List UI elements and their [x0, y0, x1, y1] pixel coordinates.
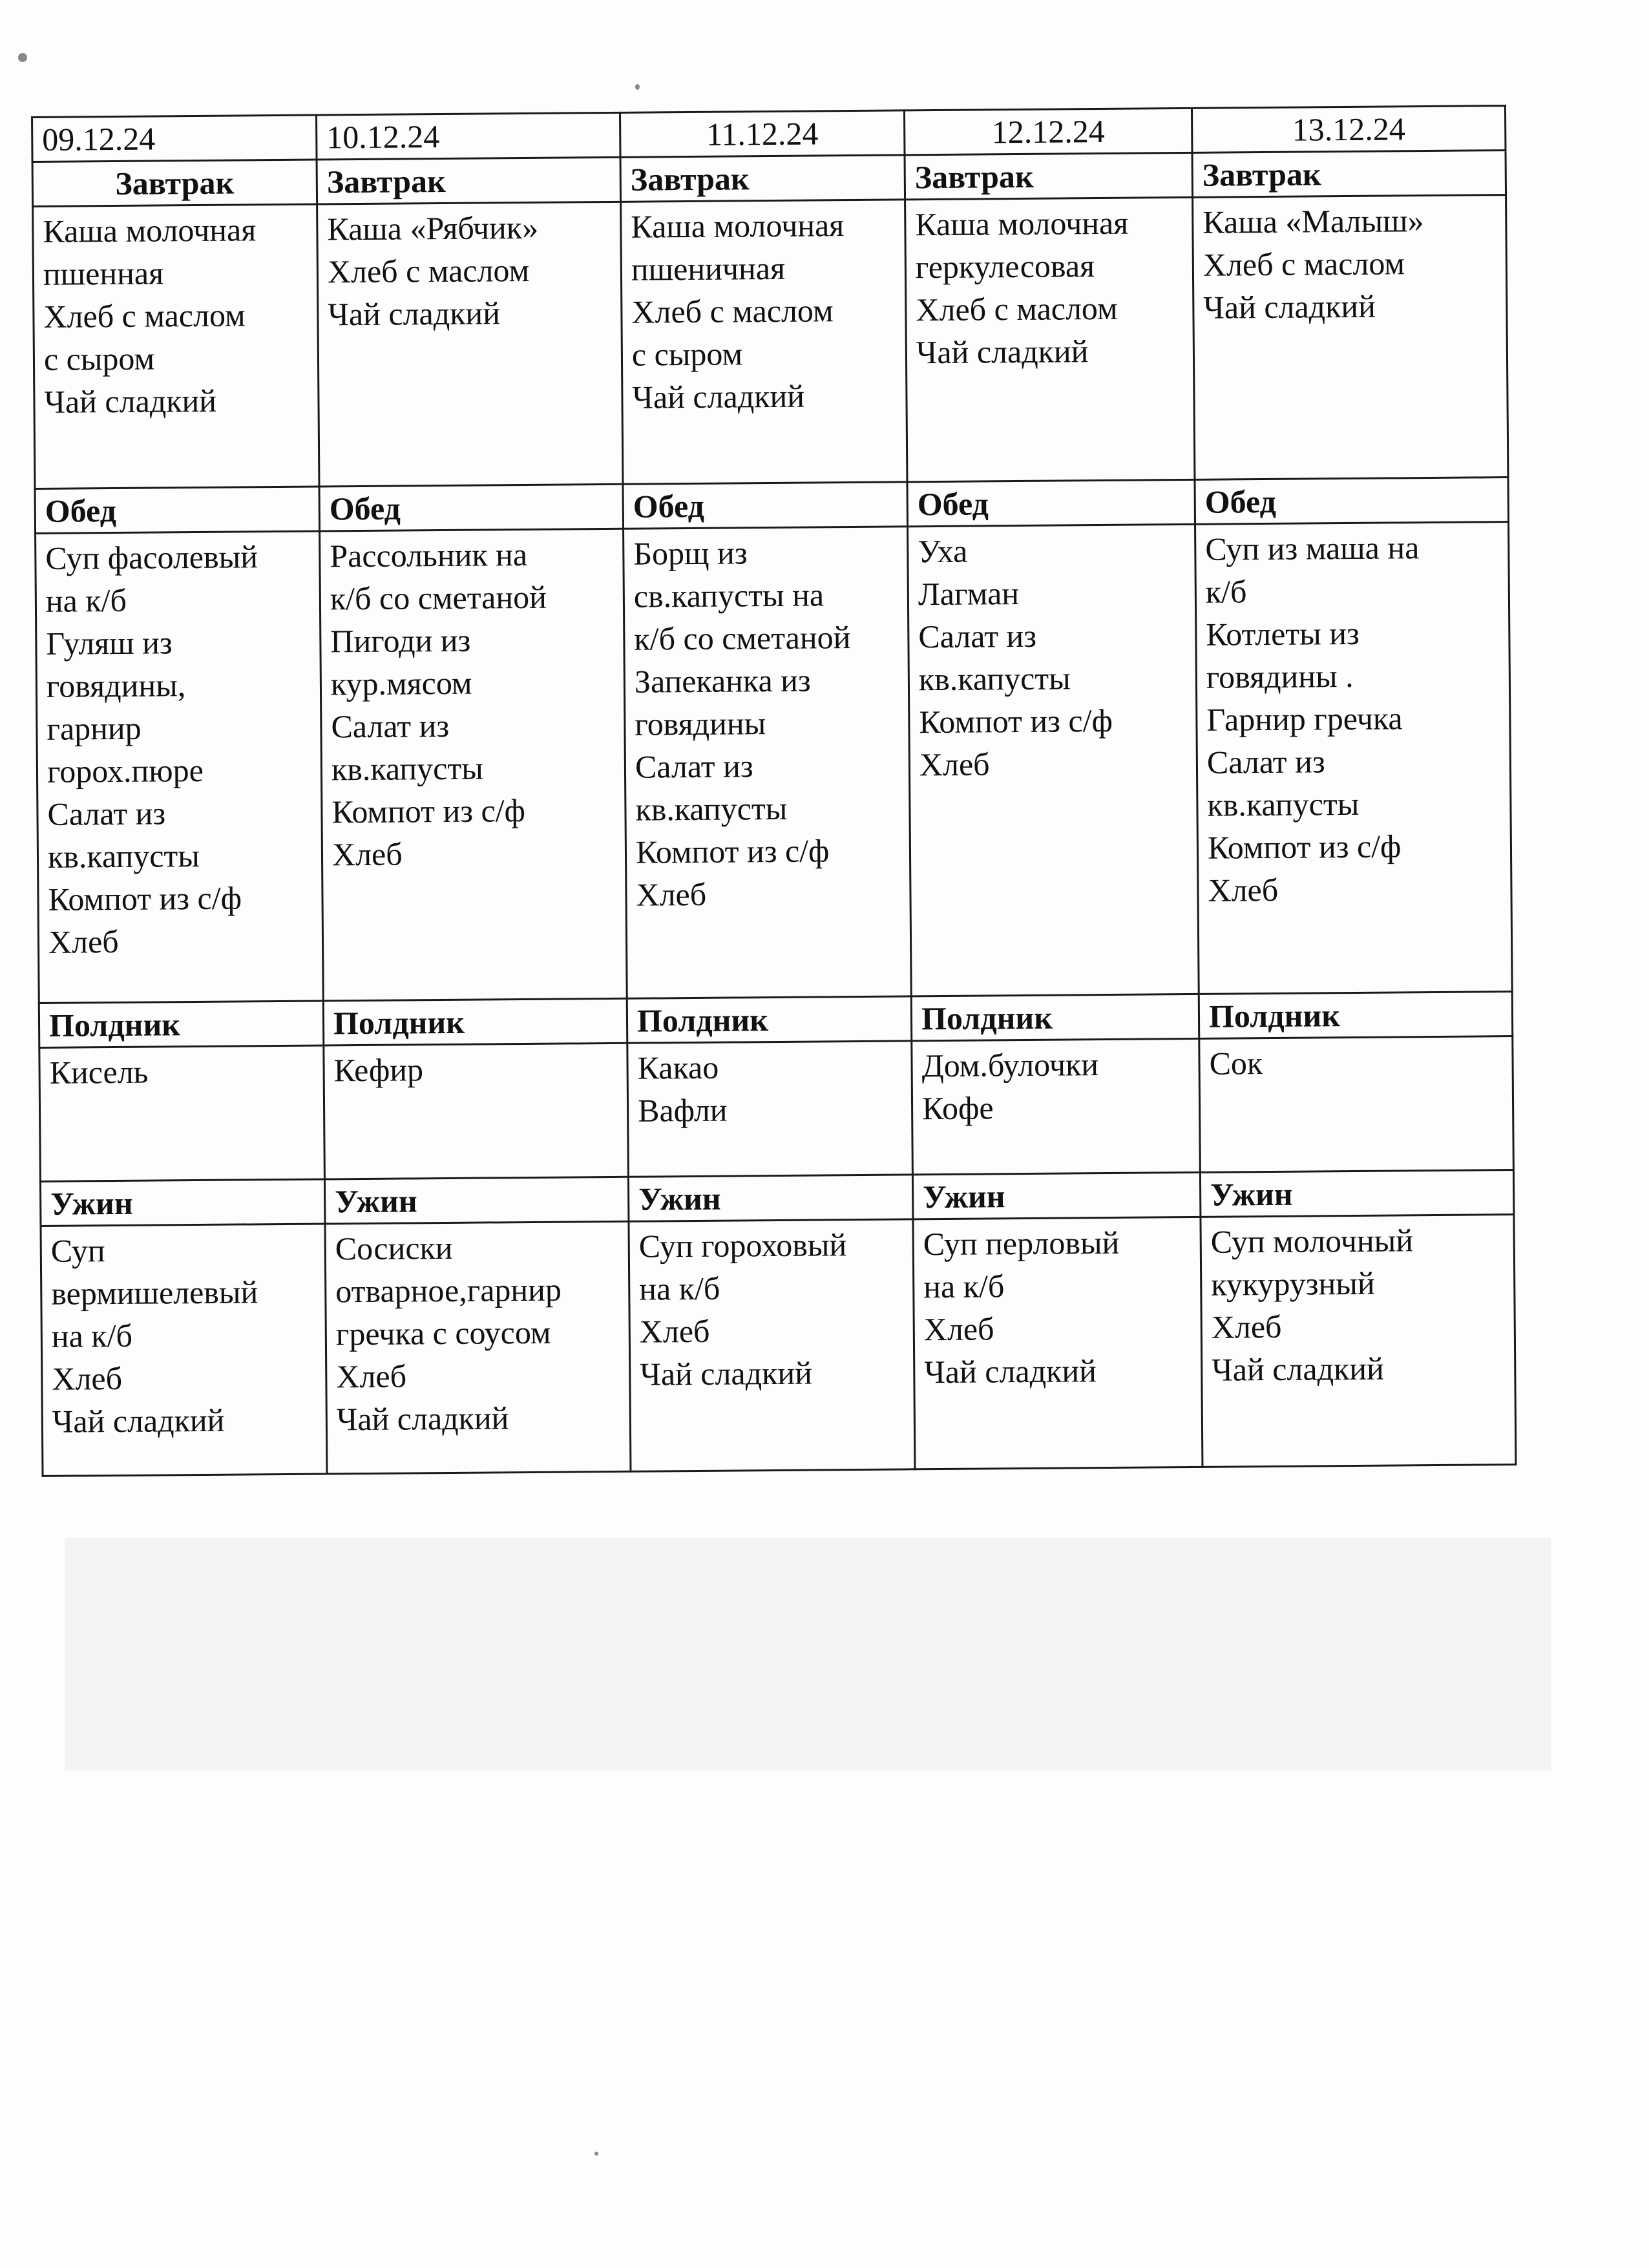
dish-item: Компот из с/ф [331, 792, 526, 830]
date-cell [620, 110, 905, 157]
dinner-label: Ужин [324, 1177, 629, 1224]
dish-item: Хлеб [48, 923, 119, 960]
lunch-dishes-cell [1195, 522, 1513, 994]
dish-item: Хлеб с маслом [43, 297, 246, 335]
snack-dishes-row [39, 1036, 1514, 1182]
lunch-label: Обед [319, 484, 624, 531]
lunch-dishes-cell [624, 527, 912, 998]
breakfast-dishes-cell [33, 204, 319, 488]
dish-item: Борщ из [633, 534, 748, 572]
dish-item: Чай сладкий [632, 377, 805, 415]
dinner-dishes-cell [913, 1217, 1203, 1469]
dish-item: Чай сладкий [640, 1354, 813, 1392]
dish-item: Гуляш из [46, 624, 173, 662]
lunch-label: Обед [1195, 478, 1509, 525]
date-cell [32, 115, 317, 162]
dish-item: кукурузный [1211, 1265, 1375, 1303]
dinner-label: Ужин [1200, 1170, 1514, 1217]
dish-item: Чай сладкий [336, 1400, 509, 1438]
dish-item: Каша молочная [43, 211, 257, 249]
dish-item: Суп [50, 1232, 105, 1269]
dish-item: Хлеб [52, 1360, 123, 1397]
dish-item: на к/б [639, 1270, 720, 1307]
dish-item: Уха [918, 532, 968, 570]
dish-item: говядины [635, 705, 766, 742]
dish-item: Суп фасолевый [45, 538, 258, 576]
dish-item: Хлеб [331, 835, 403, 873]
dish-item: Чай сладкий [44, 382, 217, 420]
dish-item: Каша «Малыш» [1203, 202, 1424, 240]
dish-item: Хлеб с маслом [631, 292, 834, 330]
dish-item: Каша молочная [631, 207, 845, 245]
breakfast-label: Завтрак [620, 155, 905, 202]
dish-item: на к/б [51, 1317, 133, 1354]
dish-item: Салат из [1206, 743, 1325, 781]
dish-item: говядины . [1206, 657, 1354, 695]
dish-item: Чай сладкий [1203, 288, 1376, 326]
snack-label: Полдник [39, 1001, 324, 1047]
dish-item: Лагман [918, 575, 1020, 613]
dish-item: Чай сладкий [916, 333, 1089, 371]
dish-item: Хлеб [636, 876, 707, 913]
snack-dishes-cell [39, 1045, 325, 1181]
dish-item: пшеничная [631, 249, 786, 288]
dish-item: геркулесовая [915, 247, 1095, 286]
dish-item: Какао [637, 1049, 719, 1086]
dish-item: Хлеб [919, 746, 990, 783]
dish-item: Сок [1209, 1045, 1263, 1082]
dish-item: кв.капусты [635, 790, 788, 828]
dish-item: Каша «Рябчик» [327, 209, 539, 247]
date-label: 10.12.24 [326, 118, 440, 156]
dinner-dishes-cell [1201, 1215, 1516, 1467]
dish-item: с сыром [631, 335, 743, 373]
dish-item: Суп молочный [1210, 1222, 1414, 1260]
dish-item: кв.капусты [331, 750, 484, 788]
dinner-dishes-cell [41, 1224, 327, 1476]
dinner-label: Ужин [628, 1175, 913, 1221]
lunch-label: Обед [907, 479, 1195, 526]
breakfast-dishes-cell [317, 202, 623, 487]
dish-item: Рассольник на [330, 536, 528, 574]
dinner-dishes-cell [325, 1221, 631, 1474]
dish-item: Дом.булочки [921, 1046, 1099, 1084]
breakfast-dishes-cell [905, 197, 1195, 481]
lunch-dishes-cell [908, 524, 1199, 996]
dish-item: Хлеб [1208, 871, 1279, 908]
breakfast-label: Завтрак [317, 157, 621, 204]
scan-speck [18, 53, 27, 62]
lunch-label: Обед [35, 487, 320, 533]
breakfast-dishes-cell [621, 200, 907, 484]
dish-item: Салат из [331, 707, 450, 745]
breakfast-label: Завтрак [905, 152, 1193, 199]
dish-item: Хлеб с маслом [1203, 245, 1405, 283]
dish-item: Компот из с/ф [1207, 828, 1402, 866]
breakfast-label: Завтрак [32, 160, 317, 206]
dish-item: Гарнир гречка [1206, 700, 1403, 738]
dish-item: к/б со сметаной [330, 578, 547, 617]
dish-item: Хлеб [1211, 1308, 1282, 1345]
dish-item: Суп гороховый [638, 1226, 847, 1265]
dish-item: Пигоди из [330, 622, 471, 660]
dish-item: к/б [1205, 573, 1247, 610]
dish-item: пшенная [43, 255, 164, 292]
snack-dishes-cell [912, 1038, 1201, 1174]
dish-item: Чай сладкий [328, 295, 501, 333]
dish-item: горох.пюре [47, 751, 204, 790]
dish-item: кв.капусты [918, 660, 1071, 698]
dish-item: Кефир [333, 1051, 424, 1089]
snack-label: Полдник [911, 994, 1199, 1040]
dish-item: Чай сладкий [924, 1352, 1097, 1391]
dish-item: кв.капусты [47, 837, 200, 875]
dish-item: гарнир [47, 709, 142, 747]
dish-item: Суп перловый [923, 1224, 1120, 1263]
dinner-dishes-row [41, 1215, 1516, 1476]
dish-item: Хлеб с маслом [916, 289, 1118, 328]
dish-item: Суп из маша на [1205, 529, 1420, 567]
breakfast-label: Завтрак [1192, 151, 1506, 198]
dish-item: Хлеб [639, 1312, 710, 1350]
dinner-label: Ужин [912, 1172, 1201, 1219]
dish-item: Вафли [637, 1091, 728, 1129]
dish-item: Компот из с/ф [48, 879, 242, 918]
dish-item: на к/б [45, 582, 127, 619]
scan-speck [594, 2152, 598, 2156]
dish-item: Кисель [49, 1053, 149, 1091]
dish-item: Компот из с/ф [635, 832, 830, 870]
dish-item: св.капусты на [633, 576, 824, 614]
bleed-through-area [65, 1538, 1551, 1770]
dish-item: вермишелевый [51, 1274, 258, 1312]
snack-label: Полдник [1199, 992, 1513, 1039]
lunch-label: Обед [623, 482, 908, 529]
lunch-dishes-cell [320, 529, 627, 1001]
snack-dishes-cell [1199, 1036, 1514, 1173]
date-label: 13.12.24 [1292, 110, 1405, 148]
snack-dishes-cell [324, 1043, 629, 1179]
dinner-dishes-cell [629, 1219, 915, 1471]
dish-item: гречка с соусом [335, 1314, 551, 1352]
date-cell [316, 112, 620, 160]
dish-item: Хлеб [923, 1310, 994, 1348]
dish-item: Кофе [921, 1089, 994, 1127]
dish-item: Чай сладкий [1212, 1350, 1385, 1388]
snack-dishes-cell [627, 1041, 913, 1177]
dish-item: Хлеб с маслом [327, 251, 530, 290]
date-label: 11.12.24 [706, 115, 819, 152]
dish-item: Каша молочная [915, 204, 1129, 243]
date-cell [1192, 106, 1506, 153]
dish-item: кур.мясом [330, 664, 472, 702]
dish-item: отварное,гарнир [335, 1271, 562, 1310]
dinner-label: Ужин [40, 1179, 325, 1226]
weekly-menu-table [31, 105, 1517, 1477]
dish-item: Сосиски [335, 1229, 453, 1267]
dish-item: Компот из с/ф [919, 702, 1113, 740]
dish-item: Салат из [918, 617, 1037, 655]
breakfast-dishes-row [33, 195, 1508, 489]
dish-item: Хлеб [336, 1358, 407, 1395]
snack-label: Полдник [627, 996, 912, 1043]
dish-item: говядины, [46, 667, 186, 704]
dish-item: к/б со сметаной [634, 619, 851, 657]
dish-item: Котлеты из [1206, 614, 1360, 653]
date-label: 09.12.24 [42, 120, 156, 158]
breakfast-dishes-cell [1193, 195, 1508, 480]
lunch-dishes-cell [36, 531, 324, 1003]
snack-label: Полдник [323, 998, 627, 1045]
dish-item: с сыром [43, 340, 155, 377]
date-cell [904, 108, 1192, 154]
dish-item: Салат из [47, 795, 166, 832]
dish-item: Чай сладкий [52, 1402, 225, 1440]
dish-item: Салат из [635, 748, 753, 785]
date-label: 12.12.24 [991, 112, 1105, 151]
lunch-dishes-row [36, 522, 1513, 1003]
dish-item: на к/б [923, 1268, 1005, 1305]
dish-item: кв.капусты [1207, 785, 1360, 823]
scan-speck [635, 84, 640, 90]
dish-item: Запеканка из [634, 662, 811, 700]
